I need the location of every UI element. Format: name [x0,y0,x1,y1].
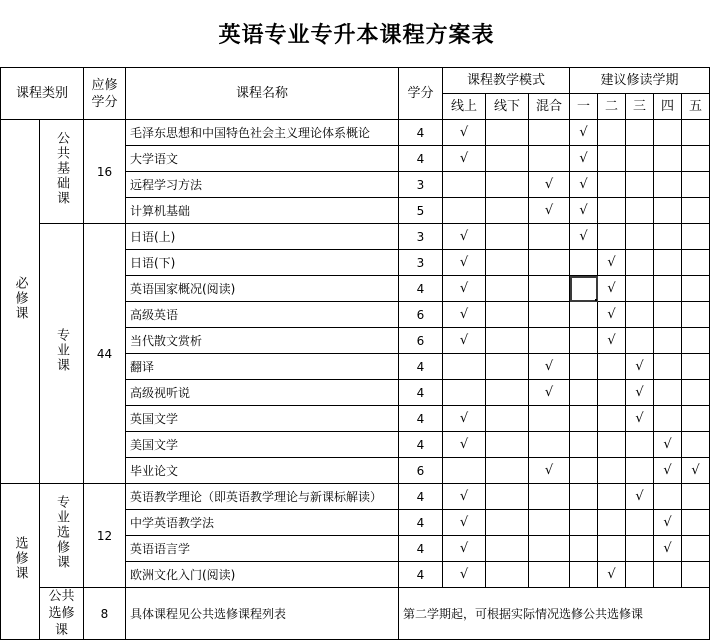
course-plan-table [0,67,710,640]
public-elective-note[interactable]: 第二学期起，可根据实际情况选修公共选修课 [399,588,710,640]
mode-mixed-cell[interactable] [529,328,570,354]
course-credit[interactable]: 4 [399,276,443,302]
course-name[interactable]: 英语教学理论（即英语教学理论与新课标解读） [126,484,399,510]
check-mark[interactable]: √ [598,276,626,302]
check-mark[interactable]: √ [443,302,486,328]
semester-2-cell[interactable] [598,120,626,146]
mode-mixed-cell[interactable] [529,146,570,172]
mode-online-cell[interactable] [443,198,486,224]
semester-5-cell[interactable] [682,406,710,432]
semester-1-cell[interactable] [570,484,598,510]
mode-online-cell[interactable] [443,458,486,484]
check-mark[interactable]: √ [443,250,486,276]
elective-category: 选修课 [1,484,40,640]
course-credit[interactable]: 3 [399,224,443,250]
course-credit[interactable]: 6 [399,458,443,484]
semester-3-cell[interactable] [626,172,654,198]
major-elective-category: 专业选修课 [40,484,84,588]
page-title: 英语专业专升本课程方案表 [218,22,495,48]
mode-offline-cell[interactable] [486,120,529,146]
semester-2-cell[interactable] [598,198,626,224]
semester-3-cell[interactable] [626,562,654,588]
check-mark[interactable]: √ [570,198,598,224]
semester-4-cell[interactable] [654,198,682,224]
semester-1-cell[interactable] [570,432,598,458]
public-elective-row [1,588,710,640]
mode-offline-cell[interactable] [486,510,529,536]
semester-1-cell[interactable] [570,562,598,588]
semester-5-cell[interactable] [682,198,710,224]
header-semester-4: 四 [654,94,682,120]
public-elective-category: 公共选修课 [40,588,84,640]
check-mark[interactable]: √ [598,302,626,328]
semester-3-cell[interactable] [626,146,654,172]
public-elective-description[interactable]: 具体课程见公共选修课程列表 [126,588,399,640]
header-semester-5: 五 [682,94,710,120]
header-mode-mixed: 混合 [529,94,570,120]
mode-mixed-cell[interactable] [529,432,570,458]
semester-4-cell[interactable] [654,380,682,406]
course-credit[interactable]: 6 [399,302,443,328]
semester-1-cell[interactable] [570,250,598,276]
required-category: 必修课 [1,120,40,484]
header-semester-3: 三 [626,94,654,120]
header-mode-group: 课程教学模式 [443,68,570,94]
mode-offline-cell[interactable] [486,224,529,250]
header-semester-2: 二 [598,94,626,120]
check-mark[interactable]: √ [443,120,486,146]
semester-5-cell[interactable] [682,250,710,276]
semester-5-cell[interactable] [682,146,710,172]
semester-2-cell[interactable] [598,432,626,458]
semester-5-cell[interactable] [682,562,710,588]
mode-mixed-cell[interactable] [529,562,570,588]
check-mark[interactable]: √ [570,224,598,250]
semester-5-cell[interactable] [682,328,710,354]
public-basic-category: 公共基础课 [40,120,84,224]
semester-5-cell[interactable] [682,484,710,510]
semester-2-cell[interactable] [598,510,626,536]
semester-3-cell[interactable] [626,224,654,250]
semester-4-cell[interactable] [654,328,682,354]
semester-5-cell[interactable] [682,120,710,146]
mode-offline-cell[interactable] [486,172,529,198]
course-name[interactable]: 翻译 [126,354,399,380]
semester-4-cell[interactable] [654,120,682,146]
check-mark[interactable]: √ [529,172,570,198]
check-mark[interactable]: √ [443,328,486,354]
mode-offline-cell[interactable] [486,250,529,276]
major-credits: 44 [84,224,126,484]
course-credit[interactable]: 4 [399,406,443,432]
semester-2-cell[interactable] [598,172,626,198]
course-credit[interactable]: 4 [399,146,443,172]
check-mark[interactable]: √ [529,458,570,484]
semester-3-cell[interactable] [626,328,654,354]
semester-4-cell[interactable] [654,146,682,172]
check-mark[interactable]: √ [626,380,654,406]
semester-3-cell[interactable] [626,536,654,562]
major-elective-credits: 12 [84,484,126,588]
course-row [1,484,710,510]
header-semester-group: 建议修读学期 [570,68,710,94]
check-mark[interactable]: √ [443,276,486,302]
mode-offline-cell[interactable] [486,354,529,380]
mode-offline-cell[interactable] [486,276,529,302]
mode-offline-cell[interactable] [486,406,529,432]
check-mark[interactable]: √ [682,458,710,484]
check-mark[interactable]: √ [570,146,598,172]
course-credit[interactable]: 4 [399,562,443,588]
course-name[interactable]: 毕业论文 [126,458,399,484]
header-credit: 学分 [399,68,443,120]
semester-3-cell[interactable] [626,510,654,536]
check-mark[interactable]: √ [598,328,626,354]
semester-5-cell[interactable] [682,224,710,250]
semester-2-cell[interactable] [598,146,626,172]
check-mark[interactable]: √ [443,484,486,510]
semester-4-cell[interactable] [654,484,682,510]
mode-offline-cell[interactable] [486,198,529,224]
semester-3-cell[interactable] [626,458,654,484]
course-row [1,224,710,250]
course-name[interactable]: 日语(下) [126,250,399,276]
mode-mixed-cell[interactable] [529,120,570,146]
mode-mixed-cell[interactable] [529,536,570,562]
header-mode-offline: 线下 [486,94,529,120]
mode-online-cell[interactable] [443,380,486,406]
mode-mixed-cell[interactable] [529,250,570,276]
course-credit[interactable]: 3 [399,172,443,198]
semester-1-cell[interactable] [570,302,598,328]
semester-4-cell[interactable] [654,406,682,432]
mode-online-cell[interactable] [443,354,486,380]
semester-5-cell[interactable] [682,432,710,458]
semester-5-cell[interactable] [682,536,710,562]
course-credit[interactable]: 4 [399,354,443,380]
semester-3-cell[interactable] [626,120,654,146]
semester-4-cell[interactable] [654,562,682,588]
course-credit[interactable]: 6 [399,328,443,354]
check-mark[interactable]: √ [529,380,570,406]
semester-3-cell[interactable] [626,276,654,302]
course-name[interactable]: 大学语文 [126,146,399,172]
semester-2-cell[interactable] [598,458,626,484]
check-mark[interactable]: √ [443,406,486,432]
semester-5-cell[interactable] [682,380,710,406]
semester-5-cell[interactable] [682,510,710,536]
course-name[interactable]: 毛泽东思想和中国特色社会主义理论体系概论 [126,120,399,146]
mode-offline-cell[interactable] [486,380,529,406]
semester-4-cell[interactable] [654,302,682,328]
check-mark[interactable]: √ [443,432,486,458]
course-name[interactable]: 欧洲文化入门(阅读) [126,562,399,588]
semester-2-cell[interactable] [598,354,626,380]
mode-mixed-cell[interactable] [529,406,570,432]
semester-4-cell[interactable] [654,172,682,198]
course-name[interactable]: 英国文学 [126,406,399,432]
semester-4-cell[interactable] [654,250,682,276]
semester-4-cell[interactable] [654,354,682,380]
check-mark[interactable]: √ [654,536,682,562]
mode-offline-cell[interactable] [486,432,529,458]
course-name[interactable]: 英语语言学 [126,536,399,562]
semester-5-cell[interactable] [682,354,710,380]
course-name[interactable]: 计算机基础 [126,198,399,224]
check-mark[interactable]: √ [626,406,654,432]
course-credit[interactable]: 4 [399,432,443,458]
semester-1-cell[interactable] [570,276,598,302]
check-mark[interactable]: √ [570,172,598,198]
mode-mixed-cell[interactable] [529,224,570,250]
semester-1-cell[interactable] [570,510,598,536]
semester-1-cell[interactable] [570,354,598,380]
check-mark[interactable]: √ [598,562,626,588]
mode-offline-cell[interactable] [486,536,529,562]
mode-offline-cell[interactable] [486,562,529,588]
course-credit[interactable]: 4 [399,484,443,510]
check-mark[interactable]: √ [654,510,682,536]
mode-mixed-cell[interactable] [529,302,570,328]
semester-2-cell[interactable] [598,380,626,406]
check-mark[interactable]: √ [654,458,682,484]
check-mark[interactable]: √ [443,510,486,536]
header-mode-online: 线上 [443,94,486,120]
public-basic-credits: 16 [84,120,126,224]
semester-3-cell[interactable] [626,198,654,224]
check-mark[interactable]: √ [626,354,654,380]
semester-3-cell[interactable] [626,302,654,328]
mode-offline-cell[interactable] [486,458,529,484]
course-name[interactable]: 远程学习方法 [126,172,399,198]
check-mark[interactable]: √ [626,484,654,510]
course-credit[interactable]: 4 [399,120,443,146]
course-name[interactable]: 美国文学 [126,432,399,458]
semester-1-cell[interactable] [570,536,598,562]
course-row [1,120,710,146]
mode-mixed-cell[interactable] [529,484,570,510]
check-mark[interactable]: √ [443,562,486,588]
course-name[interactable]: 当代散文赏析 [126,328,399,354]
check-mark[interactable]: √ [598,250,626,276]
semester-3-cell[interactable] [626,250,654,276]
semester-5-cell[interactable] [682,172,710,198]
check-mark[interactable]: √ [443,224,486,250]
semester-1-cell[interactable] [570,328,598,354]
course-name[interactable]: 高级视听说 [126,380,399,406]
mode-offline-cell[interactable] [486,302,529,328]
semester-5-cell[interactable] [682,302,710,328]
course-name[interactable]: 高级英语 [126,302,399,328]
check-mark[interactable]: √ [529,354,570,380]
course-credit[interactable]: 4 [399,380,443,406]
semester-1-cell[interactable] [570,406,598,432]
check-mark[interactable]: √ [443,146,486,172]
check-mark[interactable]: √ [529,198,570,224]
public-elective-credits: 8 [84,588,126,640]
header-category: 课程类别 [1,68,84,120]
semester-2-cell[interactable] [598,484,626,510]
course-credit[interactable]: 4 [399,510,443,536]
mode-mixed-cell[interactable] [529,510,570,536]
semester-2-cell[interactable] [598,224,626,250]
semester-1-cell[interactable] [570,458,598,484]
course-name[interactable]: 英语国家概况(阅读) [126,276,399,302]
mode-online-cell[interactable] [443,172,486,198]
semester-1-cell[interactable] [570,380,598,406]
semester-3-cell[interactable] [626,432,654,458]
check-mark[interactable]: √ [570,120,598,146]
header-required-credits: 应修学分 [84,68,126,120]
check-mark[interactable]: √ [654,432,682,458]
check-mark[interactable]: √ [443,536,486,562]
major-category: 专业课 [40,224,84,484]
course-credit[interactable]: 3 [399,250,443,276]
mode-offline-cell[interactable] [486,146,529,172]
mode-offline-cell[interactable] [486,328,529,354]
semester-5-cell[interactable] [682,276,710,302]
course-credit[interactable]: 5 [399,198,443,224]
mode-mixed-cell[interactable] [529,276,570,302]
semester-4-cell[interactable] [654,224,682,250]
course-credit[interactable]: 4 [399,536,443,562]
semester-2-cell[interactable] [598,536,626,562]
header-course-name: 课程名称 [126,68,399,120]
semester-4-cell[interactable] [654,276,682,302]
course-name[interactable]: 日语(上) [126,224,399,250]
header-semester-1: 一 [570,94,598,120]
mode-offline-cell[interactable] [486,484,529,510]
semester-2-cell[interactable] [598,406,626,432]
course-name[interactable]: 中学英语教学法 [126,510,399,536]
